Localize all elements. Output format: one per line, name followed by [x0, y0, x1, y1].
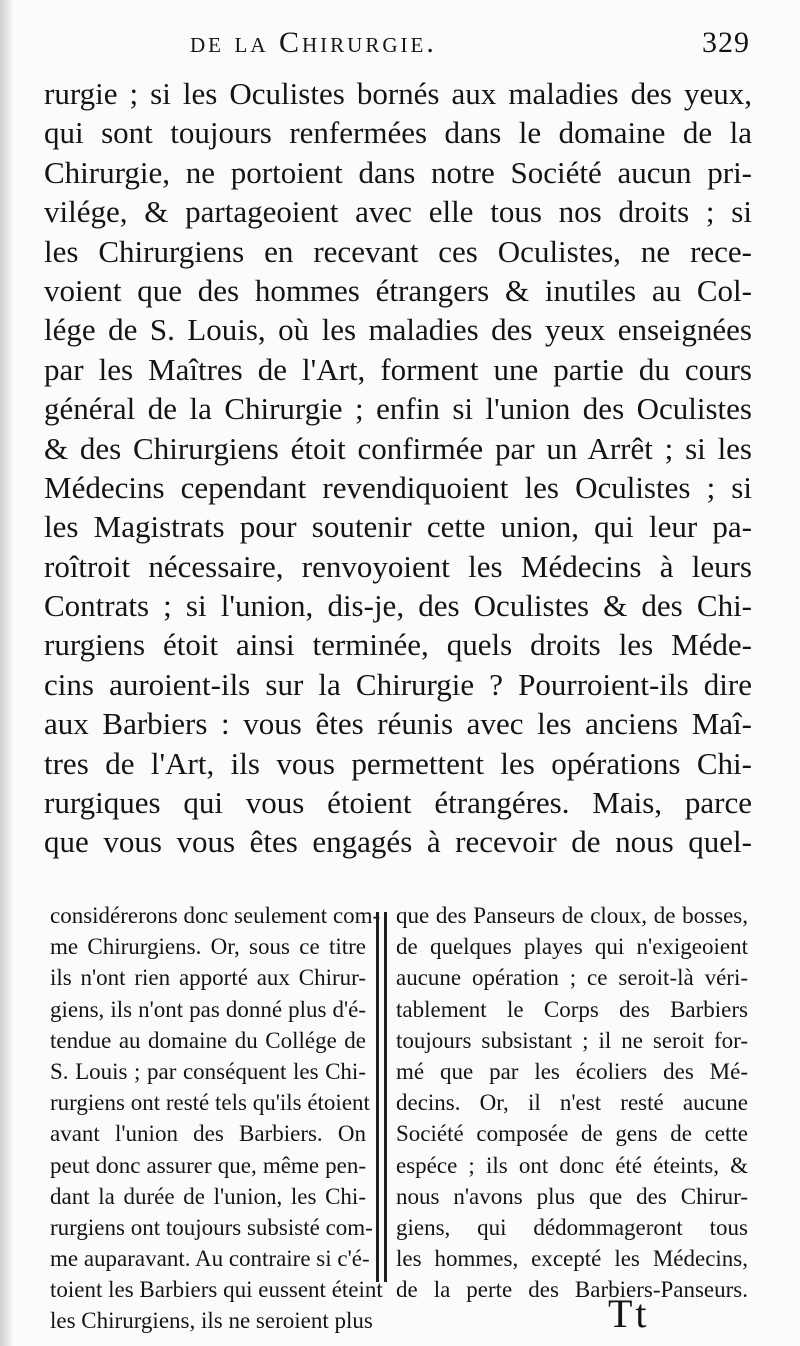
footnote-line: avant l'union des Barbiers. On — [50, 1121, 366, 1147]
footnote-line: decins. Or, il n'est resté aucune — [396, 1090, 748, 1116]
body-text-line: Médecins cependant revendiquoient les Oculistes ; si — [44, 469, 752, 505]
body-text-line: rurgiques qui vous étoient étrangéres. Mais, parce — [44, 785, 752, 821]
body-text-line: Contrats ; si l'union, dis-je, des Oculistes & des Chi- — [44, 588, 752, 624]
footnote-line: toient les Barbiers qui eussent éteint — [50, 1277, 383, 1303]
page-number: 329 — [702, 26, 750, 59]
footnote-column-right — [396, 900, 748, 1305]
footnote-line: de quelques playes qui n'exigeoient — [396, 934, 748, 960]
body-text-line: roîtroit nécessaire, renvoyoient les Médecins à leurs — [44, 548, 752, 584]
footnote-line: tablement le Corps des Barbiers — [396, 996, 748, 1022]
running-title: de la Chirurgie. — [190, 26, 437, 59]
footnote-line: les Chirurgiens, ils ne seroient plus — [50, 1308, 373, 1334]
body-text-line: qui sont toujours renfermées dans le domaine de la — [44, 115, 752, 151]
body-text-line: & des Chirurgiens étoit confirmée par un Arrêt ; si les — [44, 430, 752, 466]
body-text-line: aux Barbiers : vous êtes réunis avec les anciens Maî- — [44, 706, 752, 742]
footnote-line: toujours subsistant ; il ne seroit for- — [396, 1027, 748, 1053]
body-text-line: que vous vous êtes engagés à recevoir de nous quel- — [44, 824, 752, 860]
main-text-block — [44, 74, 752, 862]
footnote-line: Société composée de gens de cette — [396, 1121, 748, 1147]
footnote-line: S. Louis ; par conséquent les Chi- — [50, 1058, 366, 1084]
footnote-line: giens, qui dédommageront tous — [396, 1214, 748, 1240]
body-text-line: les Magistrats pour soutenir cette union, qui leur pa- — [44, 509, 752, 545]
footnote-line: considérerons donc seulement com- — [50, 903, 381, 928]
footnote-line: que des Panseurs de cloux, de bosses, — [396, 903, 748, 928]
signature-mark: Tt — [608, 1291, 650, 1336]
running-header — [190, 26, 750, 66]
footnote-line: espéce ; ils ont donc été éteints, & — [396, 1152, 748, 1178]
footnote-line: ils n'ont rien apporté aux Chirur- — [50, 965, 366, 991]
footnote-line: me auparavant. Au contraire si c'é- — [50, 1246, 370, 1272]
footnote-line: les hommes, excepté les Médecins, — [396, 1246, 748, 1272]
column-rule — [384, 912, 387, 1282]
body-text-line: tres de l'Art, ils vous permettent les opérations Chi- — [44, 745, 752, 781]
body-text-line: les Chirurgiens en recevant ces Oculistes, ne rece- — [44, 233, 752, 269]
footnote-line: aucune opération ; ce seroit-là véri- — [396, 965, 748, 991]
page-gutter-shadow — [0, 0, 12, 1346]
footnote-line: rurgiens ont resté tels qu'ils étoient — [50, 1090, 370, 1116]
footnote-line: mé que par les écoliers des Mé- — [396, 1058, 748, 1084]
body-text-line: rurgiens étoit ainsi terminée, quels droits les Méde- — [44, 627, 752, 663]
body-text-line: Chirurgie, ne portoient dans notre Société aucun pri- — [44, 154, 752, 190]
body-text-line: général de la Chirurgie ; enfin si l'union des Oculistes — [44, 391, 752, 427]
footnote-line: dant la durée de l'union, les Chi- — [50, 1183, 366, 1209]
body-text-line: voient que des hommes étrangers & inutiles au Col- — [44, 272, 752, 308]
body-text-line: vilége, & partageoient avec elle tous nos droits ; si — [44, 194, 752, 230]
body-text-line: lége de S. Louis, où les maladies des yeux enseignées — [44, 312, 752, 348]
footnote-column-left — [50, 900, 383, 1337]
footnote-line: giens, ils n'ont pas donné plus d'é- — [50, 996, 366, 1022]
footnote-line: tendue au domaine du Collége de — [50, 1027, 366, 1053]
footnote-block — [44, 900, 752, 1334]
footnote-line: peut donc assurer que, même pen- — [50, 1152, 366, 1178]
body-text-line: cins auroient-ils sur la Chirurgie ? Pourroient-ils dire — [44, 666, 752, 702]
body-text-line: rurgie ; si les Oculistes bornés aux maladies des yeux, — [44, 76, 752, 111]
body-text-line: par les Maîtres de l'Art, forment une partie du cours — [44, 351, 752, 387]
footnote-line: de la perte des Barbiers-Panseurs. — [396, 1277, 748, 1303]
footnote-line: me Chirurgiens. Or, sous ce titre — [50, 934, 366, 960]
column-rule — [376, 912, 379, 1282]
footnote-line: rurgiens ont toujours subsisté com- — [50, 1214, 373, 1240]
footnote-line: nous n'avons plus que des Chirur- — [396, 1183, 748, 1209]
